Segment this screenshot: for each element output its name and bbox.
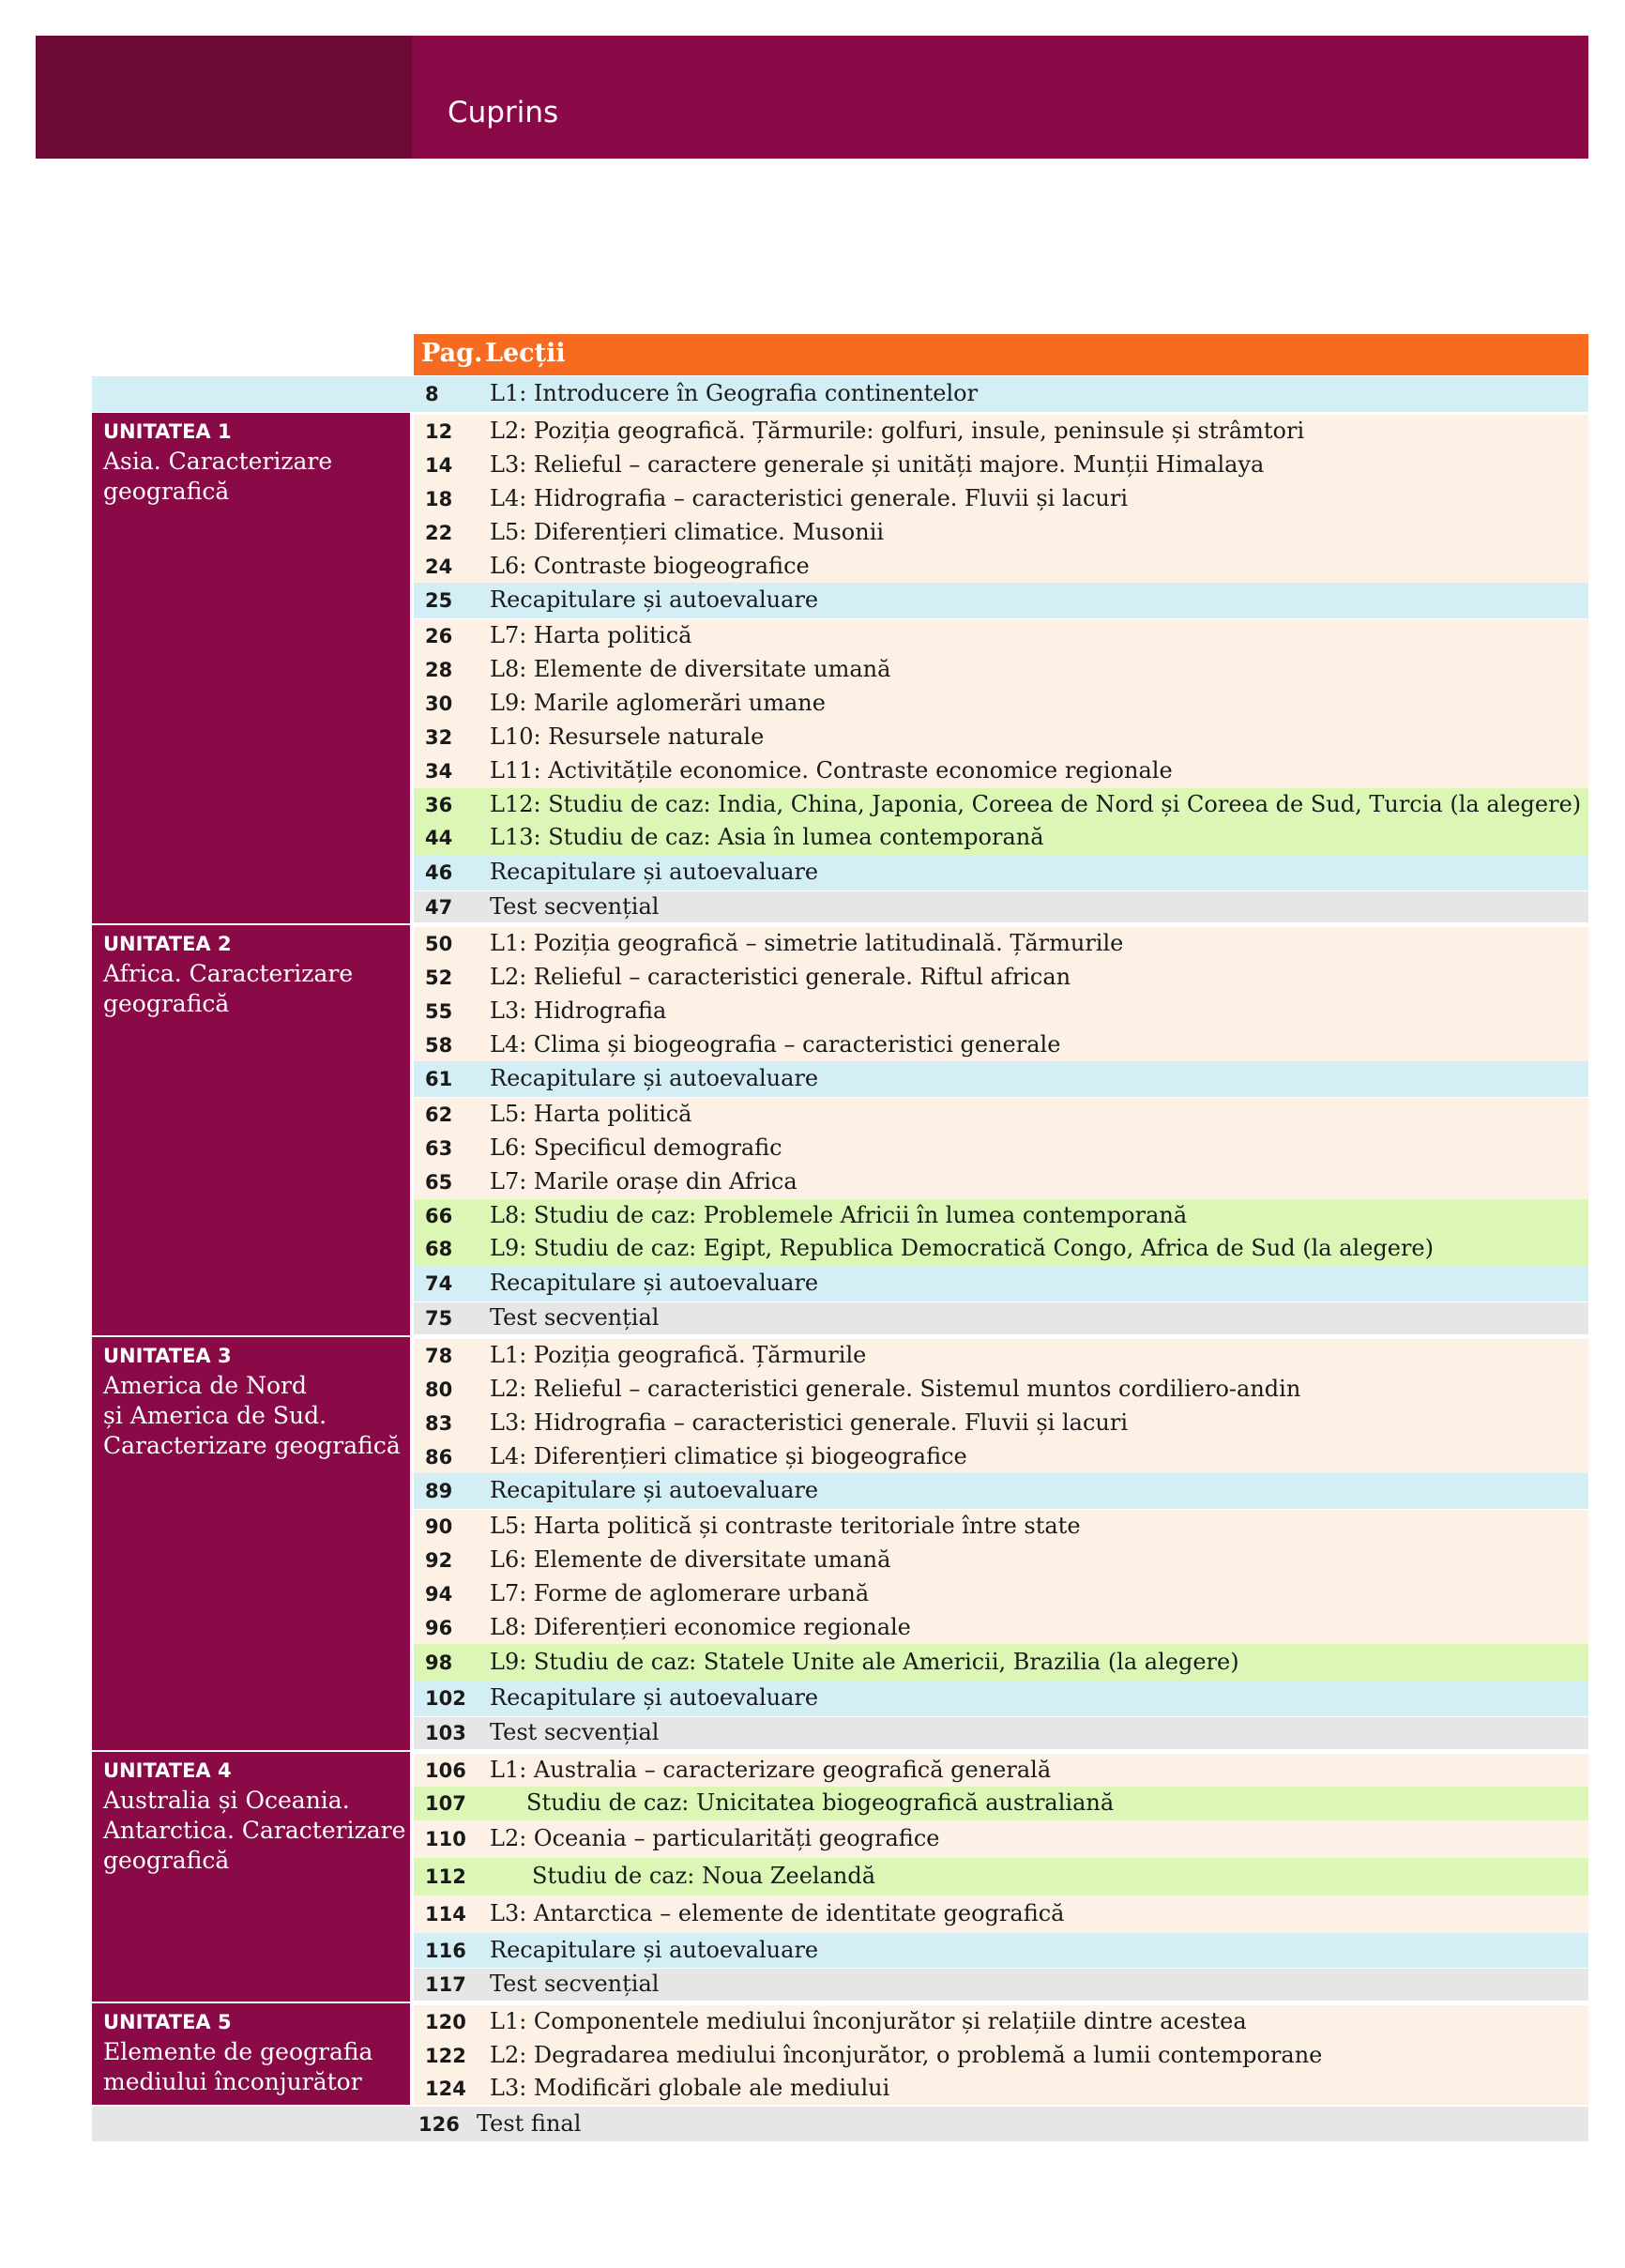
lesson-row [414, 927, 1588, 961]
lesson-title: Recapitulare și autoevaluare [490, 1065, 819, 1091]
lesson-title: L1: Australia – caracterizare geografică generală [490, 1757, 1052, 1783]
page-number: 22 [425, 522, 453, 544]
page-number: 28 [425, 659, 453, 681]
page-number: 44 [425, 827, 453, 849]
page-number: 24 [425, 556, 453, 578]
lesson-title: Recapitulare și autoevaluare [490, 586, 819, 613]
lesson-column-header: Lecții [485, 339, 566, 368]
lesson-row [414, 1373, 1588, 1407]
lesson-row [414, 1577, 1588, 1611]
page-number: 34 [425, 760, 453, 783]
lesson-row [414, 653, 1588, 687]
unit-number: UNITATEA 5 [103, 2011, 232, 2033]
lesson-row [414, 1717, 1588, 1749]
lesson-row [414, 961, 1588, 995]
lesson-title: Recapitulare și autoevaluare [490, 1477, 819, 1503]
unit-title [103, 2037, 407, 2097]
unit-title-line: și America de Sud. [103, 1402, 327, 1429]
lesson-title: Recapitulare și autoevaluare [490, 1937, 819, 1963]
page-number: 103 [425, 1722, 466, 1744]
lesson-row [414, 1644, 1588, 1681]
lesson-row [414, 721, 1588, 754]
lesson-row [414, 619, 1588, 653]
lesson-row [414, 1132, 1588, 1165]
page-number: 62 [425, 1104, 453, 1126]
header-accent-block [36, 36, 412, 159]
lesson-row [414, 1473, 1588, 1509]
lesson-title: L9: Studiu de caz: Egipt, Republica Democratică Congo, Africa de Sud (la alegere) [490, 1235, 1434, 1261]
unit-title-line: Africa. Caracterizare [103, 960, 354, 987]
unit-title [103, 1371, 407, 1461]
unit-title-line: geografică [103, 1847, 230, 1874]
lesson-row [414, 2073, 1588, 2105]
lesson-title: L9: Studiu de caz: Statele Unite ale Americii, Brazilia (la alegere) [490, 1649, 1239, 1675]
lesson-title: Recapitulare și autoevaluare [490, 859, 819, 885]
page-number: 12 [425, 420, 453, 443]
page-number: 68 [425, 1238, 453, 1260]
page-number: 120 [425, 2011, 466, 2033]
page-number: 58 [425, 1034, 453, 1057]
lesson-title: Studiu de caz: Noua Zeelandă [532, 1863, 876, 1889]
lesson-title: L2: Relieful – caracteristici generale. Riftul african [490, 964, 1071, 990]
lesson-row [414, 449, 1588, 482]
page-number: 30 [425, 693, 453, 715]
lesson-title: Recapitulare și autoevaluare [490, 1684, 819, 1711]
lesson-title: L8: Diferențieri economice regionale [490, 1614, 911, 1640]
unit-title-line: geografică [103, 478, 230, 505]
lesson-title: L11: Activitățile economice. Contraste economice regionale [490, 757, 1173, 784]
unit-number: UNITATEA 3 [103, 1345, 232, 1367]
lesson-title: L8: Elemente de diversitate umană [490, 656, 891, 682]
lesson-title: Test secvențial [490, 893, 660, 920]
page-number: 117 [425, 1973, 466, 1996]
lesson-row [414, 550, 1588, 583]
lesson-title: L1: Introducere în Geografia continentelor [490, 380, 979, 406]
lesson-title: Test secvențial [490, 1304, 660, 1331]
unit-title-line: Australia și Oceania. [103, 1787, 350, 1814]
lesson-title: L7: Harta politică [490, 622, 692, 648]
page-number: 75 [425, 1307, 453, 1330]
lesson-title: L5: Harta politică și contraste teritoriale între state [490, 1513, 1081, 1539]
unit-title [103, 1786, 407, 1876]
lesson-title: Studiu de caz: Unicitatea biogeografică australiană [526, 1789, 1115, 1816]
lesson-row [414, 1510, 1588, 1544]
unit-title-line: Asia. Caracterizare [103, 448, 333, 475]
toc-header-row [414, 334, 1588, 375]
page-number: 50 [425, 933, 453, 955]
page-number: 52 [425, 967, 453, 989]
page-number: 80 [425, 1378, 453, 1401]
lesson-title: L4: Diferențieri climatice și biogeografice [490, 1443, 967, 1469]
page-number: 89 [425, 1480, 453, 1502]
page-number: 96 [425, 1617, 453, 1639]
lesson-title: L6: Specificul demografic [490, 1134, 782, 1161]
lesson-title: L6: Elemente de diversitate umană [490, 1546, 891, 1573]
lesson-title: L12: Studiu de caz: India, China, Japonia, Coreea de Nord și Coreea de Sud, Turcia (la alegere) [490, 791, 1582, 817]
lesson-row [414, 1933, 1588, 1968]
page-number: 25 [425, 589, 453, 612]
page-number: 8 [425, 383, 439, 405]
lesson-row [414, 1969, 1588, 2001]
lesson-row [414, 1339, 1588, 1373]
unit-number: UNITATEA 1 [103, 420, 232, 443]
lesson-row [414, 687, 1588, 721]
unit-title-line: mediului înconjurător [103, 2068, 362, 2095]
page-number: 112 [425, 1865, 466, 1888]
lesson-title: L2: Relieful – caracteristici generale. Sistemul muntos cordiliero-andin [490, 1376, 1301, 1402]
unit-number: UNITATEA 2 [103, 933, 232, 955]
lesson-row [414, 1858, 1588, 1895]
lesson-row [414, 1199, 1588, 1232]
lesson-row [414, 1302, 1588, 1334]
lesson-row [414, 1232, 1588, 1266]
page-number: 66 [425, 1205, 453, 1227]
lesson-row [414, 415, 1588, 449]
lesson-title: L3: Antarctica – elemente de identitate geografică [490, 1900, 1065, 1926]
page-number: 46 [425, 861, 453, 884]
page-number: 61 [425, 1068, 453, 1090]
unit-label-5 [92, 2003, 410, 2105]
page-number: 18 [425, 488, 453, 510]
lesson-row [414, 1407, 1588, 1440]
lesson-row [414, 995, 1588, 1028]
page-number: 106 [425, 1759, 466, 1782]
lesson-row [414, 1028, 1588, 1061]
page-number: 124 [425, 2078, 466, 2100]
lesson-row [414, 2005, 1588, 2039]
page-number: 102 [425, 1687, 466, 1710]
lesson-title: L7: Marile orașe din Africa [490, 1168, 797, 1195]
page-number: 47 [425, 896, 453, 919]
page-number: 126 [418, 2113, 460, 2136]
lesson-row [414, 1895, 1588, 1933]
unit-number: UNITATEA 4 [103, 1759, 232, 1782]
page-column-header: Pag. [421, 339, 483, 368]
unit-label-3 [92, 1337, 410, 1750]
page-number: 63 [425, 1137, 453, 1160]
page-number: 78 [425, 1345, 453, 1367]
final-test-row [92, 2107, 1588, 2141]
lesson-title: L2: Poziția geografică. Țărmurile: golfuri, insule, peninsule și strâmtori [490, 418, 1305, 444]
lesson-title: Recapitulare și autoevaluare [490, 1270, 819, 1296]
unit-label-4 [92, 1752, 410, 2002]
lesson-title: L1: Poziția geografică – simetrie latitudinală. Țărmurile [490, 930, 1124, 956]
lesson-row [414, 1611, 1588, 1644]
page-number: 83 [425, 1412, 453, 1435]
lesson-title: L6: Contraste biogeografice [490, 553, 810, 579]
lesson-row [414, 1681, 1588, 1716]
page-header [36, 36, 1588, 159]
lesson-title: L4: Hidrografia – caracteristici generale. Fluvii și lacuri [490, 485, 1129, 511]
lesson-title: L5: Harta politică [490, 1101, 692, 1127]
lesson-row [414, 1754, 1588, 1787]
page-number: 36 [425, 794, 453, 816]
lesson-row [414, 482, 1588, 516]
page-number: 110 [425, 1828, 466, 1850]
unit-title [103, 447, 407, 507]
page-number: 94 [425, 1583, 453, 1606]
lesson-title: L3: Relieful – caractere generale și unități majore. Munții Himalaya [490, 451, 1265, 478]
page-number: 55 [425, 1000, 453, 1023]
lesson-title: Test secvențial [490, 1971, 660, 1997]
lesson-row [414, 754, 1588, 788]
page-number: 114 [425, 1903, 466, 1926]
lesson-title: L3: Modificări globale ale mediului [490, 2075, 890, 2101]
page-number: 122 [425, 2045, 466, 2067]
page-number: 92 [425, 1549, 453, 1572]
lesson-title: L3: Hidrografia [490, 997, 667, 1024]
lesson-title: L9: Marile aglomerări umane [490, 690, 826, 716]
lesson-title: Test final [477, 2110, 582, 2137]
page-title: Cuprins [448, 96, 559, 129]
lesson-title: Test secvențial [490, 1719, 660, 1745]
lesson-title: L1: Poziția geografică. Țărmurile [490, 1342, 867, 1368]
unit-title-line: Caracterizare geografică [103, 1432, 401, 1459]
unit-label-2 [92, 925, 410, 1335]
unit-title-line: geografică [103, 990, 230, 1017]
lesson-row [414, 788, 1588, 821]
page-number: 65 [425, 1171, 453, 1194]
page-number: 86 [425, 1446, 453, 1469]
lesson-row [414, 1061, 1588, 1097]
lesson-row [414, 1787, 1588, 1820]
page-number: 90 [425, 1515, 453, 1538]
page-number: 32 [425, 726, 453, 749]
lesson-title: L10: Resursele naturale [490, 723, 765, 750]
unit-title [103, 959, 407, 1019]
lesson-row [414, 1266, 1588, 1301]
intro-lesson-row [414, 376, 1588, 412]
page-number: 107 [425, 1792, 466, 1815]
lesson-row [414, 2039, 1588, 2073]
lesson-title: L13: Studiu de caz: Asia în lumea contemporană [490, 824, 1044, 850]
page-number: 98 [425, 1652, 453, 1674]
lesson-title: L8: Studiu de caz: Problemele Africii în lumea contemporană [490, 1202, 1188, 1228]
lesson-row [414, 855, 1588, 890]
lesson-row [414, 1165, 1588, 1199]
lesson-title: L2: Degradarea mediului înconjurător, o problemă a lumii contemporane [490, 2042, 1323, 2068]
unit-label-1 [92, 413, 410, 923]
lesson-row [414, 1098, 1588, 1132]
lesson-title: L3: Hidrografia – caracteristici generale. Fluvii și lacuri [490, 1409, 1129, 1436]
unit-title-line: Antarctica. Caracterizare [103, 1817, 406, 1844]
lesson-row [414, 583, 1588, 618]
lesson-title: L1: Componentele mediului înconjurător și relațiile dintre acestea [490, 2008, 1247, 2034]
unit-title-line: America de Nord [103, 1372, 307, 1399]
page-number: 14 [425, 454, 453, 477]
lesson-row [414, 1440, 1588, 1473]
lesson-title: L7: Forme de aglomerare urbană [490, 1580, 870, 1606]
lesson-row [414, 891, 1588, 922]
lesson-title: L5: Diferențieri climatice. Musonii [490, 519, 885, 545]
lesson-title: L4: Clima și biogeografia – caracteristici generale [490, 1031, 1061, 1058]
lesson-title: L2: Oceania – particularități geografice [490, 1825, 940, 1851]
lesson-row [414, 821, 1588, 855]
unit-title-line: Elemente de geografia [103, 2038, 373, 2065]
lesson-row [414, 516, 1588, 550]
lesson-row [414, 1820, 1588, 1858]
page-number: 74 [425, 1272, 453, 1295]
page-number: 116 [425, 1940, 466, 1962]
lesson-row [414, 1544, 1588, 1577]
page-number: 26 [425, 625, 453, 647]
